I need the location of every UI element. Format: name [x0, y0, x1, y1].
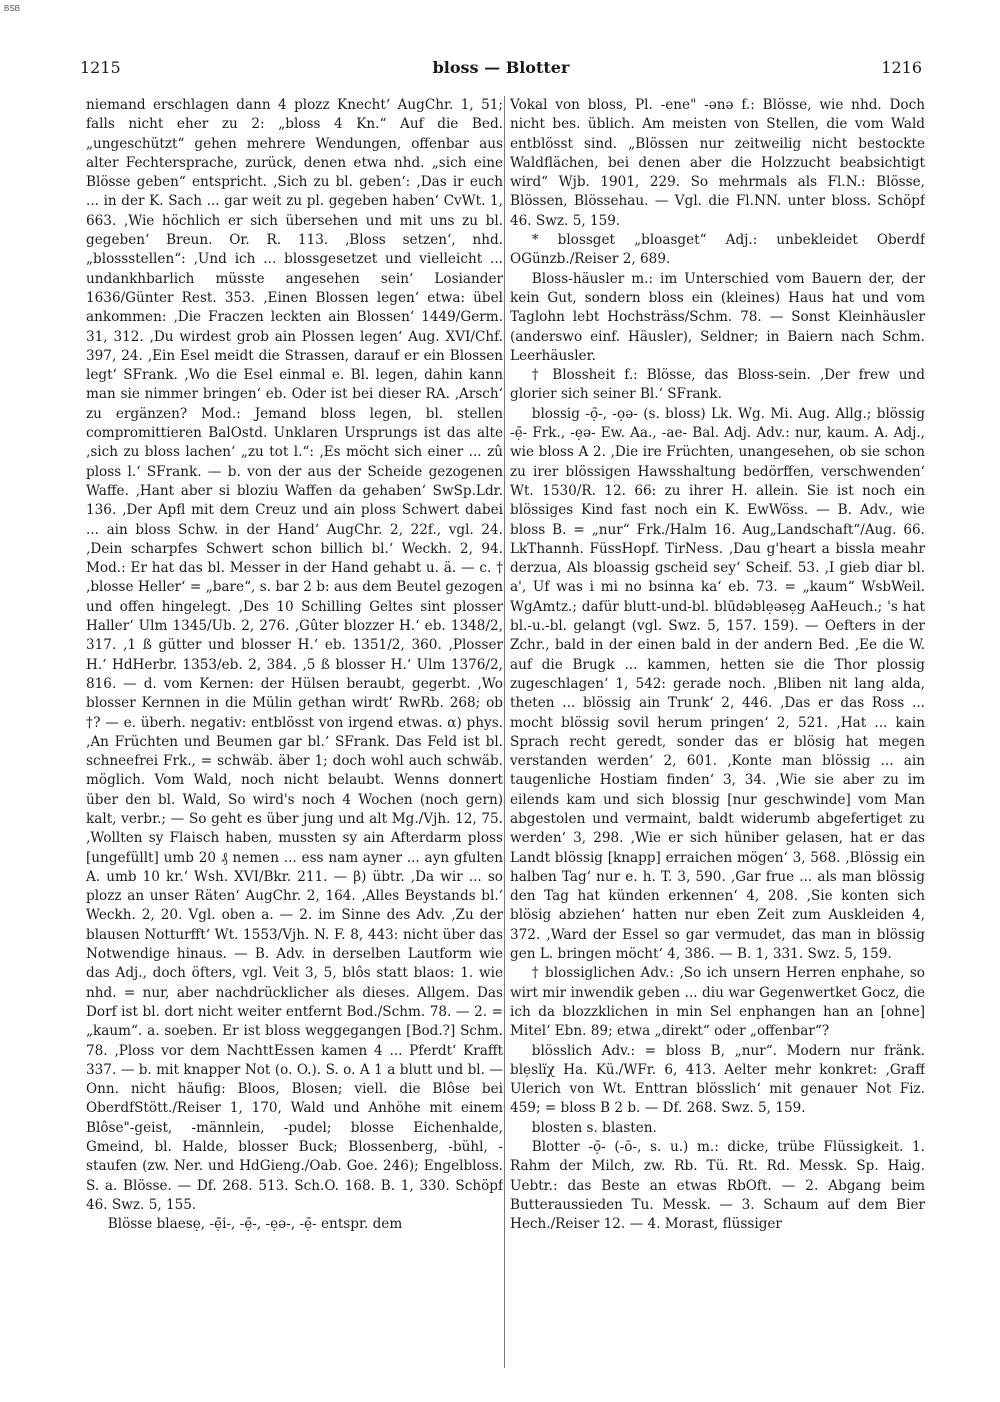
entry-bloesse-continuation: Vokal von bloss, Pl. -ene" -ənə f.: Blösse, wie nhd. Doch nicht bes. üblich. Am meisten von Stellen, die vom Wald entblösst sind. „Blössen nur zeitweilig nicht bestockte Waldflächen, bei denen aber die Holzzucht beabsichtigt wird“ Wjb. 1901, 229. So mehrmals als Fl.N.: Blösse, Blössen, Blössehau. — Vgl. die Fl.NN. unter bloss. Schöpf 46. Swz. 5, 159. — [510, 97, 925, 229]
page-header — [80, 58, 922, 82]
right-column — [510, 96, 925, 1368]
entry-blotter: Blotter -ọ̄- (-ō-, s. u.) m.: dicke, trübe Flüssigkeit. 1. Rahm der Milch, zw. Rb. Tü. Rt. Rd. Messk. Sp. Haig. Uebtr.: das Beste an etwas RbOft. — 2. Abgang beim Butteraussieden Tu. Messk. — 3. Schaum auf dem Bier Hech./Reiser 12. — 4. Morast, flüssiger — [510, 1139, 925, 1233]
entry-blossiglichen: † blossiglichen Adv.: ‚So ich unsern Herren enphahe, so wirt mir inwendik geben ... diu war Gegenwertket Gocz, die ich da blozzklichen in min Sel enphangen han an [ohne] Mitel‘ Ebn. 89; etwa „direkt“ oder „offenbar“? — [510, 965, 925, 1040]
left-column — [86, 96, 503, 1368]
entry-bloesse-start: Blösse blaesẹ, -ẹ̄i-, -ẹ̄-, -ẹə-, -ẹ̄- entspr. dem — [107, 1216, 403, 1233]
entry-bloss-continuation: niemand erschlagen dann 4 plozz Knecht‘ AugChr. 1, 51; falls nicht eher zu 2: „bloss 4 Kn.“ Auf die Bed. „ungeschützt“ gehen mehrere Wendungen, offenbar aus alter Fechtersprache, zurück, denen etwa nhd. „sich eine Blösse geben“ entspricht. ‚Sich zu bl. geben‘: ‚Das ir euch ... in der K. Sach ... gar weit zu pl. gegeben haben‘ CvWt. 1, 663. ‚Wie höchlich er sich übersehen und mit uns zu bl. gegeben‘ Breun. Or. R. 113. ‚Bloss setzen‘, nhd. „blossstellen“: ‚Und ich ... blossgesetzet und vielleicht ... undankhbarlich müsste angesehen sein‘ Losiander 1636/Günter Rest. 353. ‚Einen Blossen legen‘ etwa: übel ankommen: ‚Die Fraczen leckten ain Blossen‘ 1449/Germ. 31, 312. ‚Du wirdest grob ain Plossen legen‘ Aug. XVI/Chf. 397, 24. ‚Ein Esel meidt die Strassen, darauf er ein Blossen legt‘ SFrank. ‚Wo die Esel einmal e. Bl. legen, dahin kann man sie nimmer bringen‘ eb. Oder ist bei dieser RA. ‚Arsch‘ zu ergänzen? Mod.: Jemand bloss legen, bl. stellen compromittieren BalOstd. Unklaren Ursprungs ist das alte ‚sich zu bloss lachen‘ „zu tot l.“: ‚Es möcht sich einer ... zû ploss l.‘ SFrank. — b. von der aus der Scheide gezogenen Waffe. ‚Hant aber si bloziu Waffen da gehaben‘ SwSp.Ldr. 136. ‚Der Apfl mit dem Creuz und ain ploss Schwert dabei ... ain bloss Schw. in der Hand‘ AugChr. 2, 22f., vgl. 24. ‚Dein scharpfes Schwert schon billich bl.‘ Weckh. 2, 94. Mod.: Er hat das bl. Messer in der Hand gehabt u. ä. — c. † ‚blosse Heller‘ = „bare“, s. bar 2 b: aus dem Beutel gezogen und offen hingelegt. ‚Des 10 Schilling Geltes sint plosser Haller‘ Ulm 1345/Ub. 2, 276. ‚Gûter blozzer H.‘ eb. 1348/2, 317. ‚1 ß gütter und blosser H.‘ eb. 1351/2, 360. ‚Plosser H.‘ HdHerbr. 1353/eb. 2, 384. ‚5 ß blosser H.‘ Ulm 1376/2, 816. — d. vom Kernen: der Hülsen beraubt, gegerbt. ‚Wo blosser Kernnen in die Mülin gethan wirdt‘ RwRb. 268; ob †? — e. überh. negativ: entblösst von irgend etwas. α) phys. ‚An Früchten und Beumen gar bl.‘ SFrank. Das Feld ist bl. schneefrei Frk., = schwäb. äber 1; doch wohl auch schwäb. möglich. Vom Wald, noch nicht belaubt. Wenns donnert über den bl. Wald, So wird's noch 4 Wochen (noch gern) kalt, verbr.; — So geht es über jung und alt Mg./Vjh. 12, 75. ‚Wollten sy Flaisch haben, mussten sy ain Afterdarm ploss [ungefüllt] umb 20 ₰ nemen ... ess nam ayner ... ayn gfulten A. umb 10 kr.‘ Wsh. XVI/Bkr. 211. — β) übtr. ‚Da wir ... so plozz an unser Räten‘ AugChr. 2, 164. ‚Alles Beystands bl.‘ Weckh. 2, 20. Vgl. oben a. — 2. im Sinne des Adv. ‚Zu der blausen Notturfft‘ Wt. 1553/Vjh. N. F. 8, 443: nicht über das Notwendige hinaus. — B. Adv. in derselben Lautform wie das Adj., doch öfters, vgl. Veit 3, 5, blôs statt blaos: 1. wie nhd. = nur, aber nachdrücklicher als dieses. Allgem. Das Dorf ist bl. dort nicht weiter entfernt Bod./Schm. 78. — 2. = „kaum“. a. soeben. Er ist bloss weggegangen [Bod.?] Schm. 78. ‚Ploss vor dem NachttEssen kamen 4 ... Pferdt‘ Krafft 337. — b. mit knapper Not (o. O.). S. o. A 1 a blutt und bl. — Onn. nicht häufig: Bloos, Blosen; viell. die Blôse bei OberdfStött./Reiser 1, 170, Wald und Anhöhe mit einem Blôse"-geist, -männlein, -pudel; blosse Eichenhalde, Gmeind, bl. Halde, blosser Buck; Blossenberg, -bühl, -staufen (zw. Ner. und HdGieng./Oab. Goe. 246); Engelbloss. S. a. Blösse. — Df. 268. 513. Sch.O. 168. B. 1, 330. Schöpf 46. Swz. 5, 155. — [86, 97, 503, 1213]
entry-bloss-haeusler: Bloss-häusler m.: im Unterschied vom Bauern der, der kein Gut, sondern bloss ein (kleines) Haus hat und vom Taglohn lebt Hochsträss/Schm. 78. — Sonst Kleinhäusler (anderswo einf. Häusler), Seldner; in Baiern nach Schm. Leerhäusler. — [510, 270, 925, 364]
page-number-right: 1216 — [881, 58, 922, 77]
column-divider — [504, 96, 505, 1368]
entry-blossig: blossig -ọ̄-, -ọə- (s. bloss) Lk. Wg. Mi. Aug. Allg.; blössig -ẹ̄- Frk., -ẹə- Ew. Aa., -ae- Bal. Adj. Adv.: nur, kaum. A. Adj., wie bloss A 2. ‚Die ire Früchten, unangesehen, ob sie schon zu irer blössigen Hawsshaltung bedörffen, verschwenden‘ Wt. 1530/R. 12. 66: zu ihrer H. allein. Sie ist noch ein blössiges Kind fast noch ein K. EwWöss. — B. Adv., wie bloss B. = „nur“ Frk./Halm 16. Aug„Landschaft“/Aug. 66. LkThannh. FüssHopf. TirNess. ‚Dau g'heart a bissla meahr derzua, Als bloassig gscheid sey‘ Scheif. 53. ‚I gieb diar bl. a', Uf was i mi no bsinna ka‘ eb. 73. = „kaum“ WsbWeil. WgAmtz.; dafür blutt-und-bl. blūdəblẹəsẹg AaHeuch.; 's hat bl.-u.-bl. gelangt (vgl. Swz. 5, 157. 159). — Oefters in der Zchr., bald in der einen bald in der andern Bed. ‚Ee die W. auf die Brugk ... kammen, hetten sie die Thor plossig zugeschlagen‘ 1, 542: gerade noch. ‚Bliben nit lang alda, theten ... blössig ain Trunk‘ 2, 446. ‚Das er das Ross ... mocht blössig sovil herum pringen‘ 2, 521. ‚Hat ... kain Sprach recht geredt, sonder das er blösig hat megen verstanden werden‘ 2, 601. ‚Konte man blössig ... ain taugenliche Hostiam finden‘ 3, 34. ‚Wie sie aber zu im eilends kam und sich blossig [nur geschwinde] vom Man abgestolen und vermaint, baldt widerumb abgefertiget zu werden‘ 3, 298. ‚Wie er sich hüniber gelasen, hat er das Landt blössig [knapp] erraichen mögen‘ 3, 568. ‚Blössig ein halben Tag‘ nur e. h. T. 3, 590. ‚Gar frue ... als man blössig den Tag hat künden erkennen‘ 4, 208. ‚Sie konten sich blösig abziehen‘ hatten nur eben Zeit zum Auskleiden 4, 372. ‚Ward der Essel so gar vermudet, das man in blössig gen L. bringen möcht‘ 4, 386. — B. 1, 331. Swz. 5, 159. — [510, 405, 925, 963]
entry-bloesslich: blösslich Adv.: = bloss B, „nur“. Modern nur fränk. blẹslïχ Ha. Kü./WFr. 6, 413. Aelter mehr konkret: ‚Graff Ulerich von Wt. Enttran blösslich‘ mit genauer Not Fiz. 459; = bloss B 2 b. — Df. 268. Swz. 5, 159. — [510, 1042, 925, 1117]
library-mark: BSB — [4, 4, 21, 13]
entry-blosten: blosten s. blasten. — [531, 1119, 657, 1136]
entry-blossheit: † Blossheit f.: Blösse, das Bloss-sein. ‚Der frew und glorier sich seiner Bl.‘ SFrank. — [510, 367, 925, 403]
entry-blossget: * blossget „bloasget“ Adj.: unbekleidet Oberdf OGünzb./Reiser 2, 689. — [510, 232, 925, 268]
running-title: bloss — Blotter — [432, 58, 570, 77]
page-number-left: 1215 — [80, 58, 121, 77]
